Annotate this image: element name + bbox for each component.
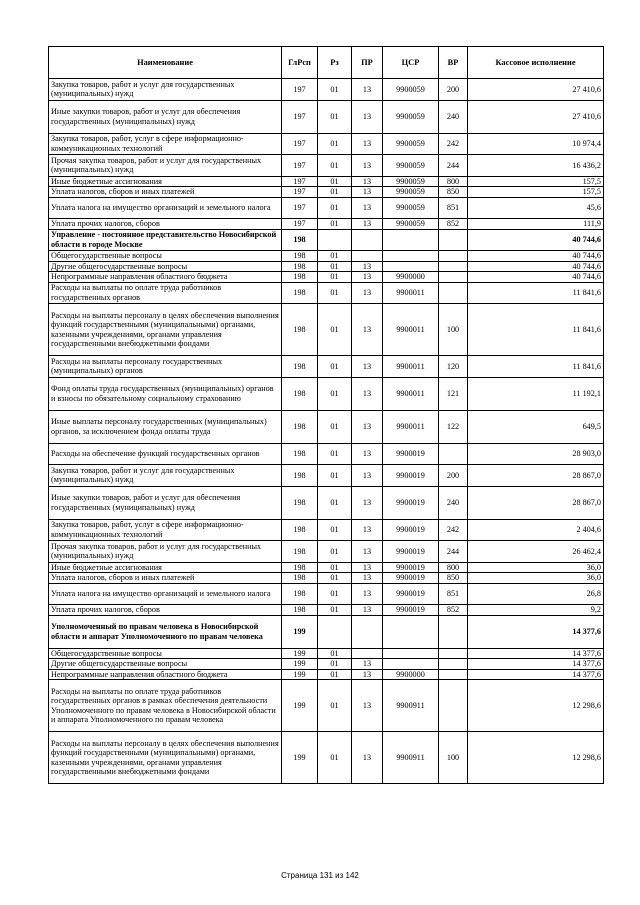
row-rz: 01 — [318, 648, 352, 659]
row-glrsp: 197 — [282, 155, 318, 177]
row-name: Иные бюджетные ассигнования — [49, 562, 282, 573]
row-sum: 157,5 — [468, 187, 604, 198]
row-vr: 240 — [439, 100, 468, 133]
row-rz: 01 — [318, 541, 352, 563]
row-csr — [383, 261, 439, 272]
table-row — [49, 219, 604, 230]
row-name: Закупка товаров, работ, услуг в сфере информационно-коммуникационных технологий — [49, 519, 282, 541]
row-rz: 01 — [318, 573, 352, 584]
row-vr: 800 — [439, 176, 468, 187]
row-glrsp: 197 — [282, 197, 318, 219]
row-name: Расходы на выплаты персоналу в целях обеспечения выполнения функций государственными (муниципальными) органами, казенными учреждениями, органами управления государственными внебюджетными фондами — [49, 304, 282, 356]
row-name: Уплата прочих налогов, сборов — [49, 605, 282, 616]
table-row — [49, 410, 604, 443]
row-name: Уполномоченный по правам человека в Новосибирской области и аппарат Уполномоченного по правам человека — [49, 615, 282, 648]
row-csr: 9900019 — [383, 465, 439, 487]
row-name: Закупка товаров, работ и услуг для государственных (муниципальных) нужд — [49, 79, 282, 101]
row-name: Расходы на выплаты персоналу государственных (муниципальных) органов — [49, 356, 282, 378]
row-glrsp: 198 — [282, 356, 318, 378]
table-row — [49, 648, 604, 659]
row-csr: 9900000 — [383, 669, 439, 680]
table-row — [49, 304, 604, 356]
row-pr: 13 — [352, 605, 383, 616]
row-csr: 9900059 — [383, 187, 439, 198]
table-row — [49, 443, 604, 465]
row-sum: 14 377,6 — [468, 615, 604, 648]
row-pr: 13 — [352, 410, 383, 443]
row-glrsp: 199 — [282, 680, 318, 732]
row-rz: 01 — [318, 197, 352, 219]
row-glrsp: 198 — [282, 486, 318, 519]
row-vr: 852 — [439, 605, 468, 616]
row-name: Закупка товаров, работ и услуг для государственных (муниципальных) нужд — [49, 465, 282, 487]
row-glrsp: 198 — [282, 562, 318, 573]
row-csr: 9900011 — [383, 410, 439, 443]
row-pr: 13 — [352, 100, 383, 133]
row-sum: 11 192,1 — [468, 377, 604, 410]
row-sum: 36,0 — [468, 562, 604, 573]
row-pr: 13 — [352, 583, 383, 605]
row-vr: 240 — [439, 486, 468, 519]
table-row — [49, 176, 604, 187]
row-vr — [439, 443, 468, 465]
row-csr — [383, 229, 439, 251]
row-csr: 9900059 — [383, 133, 439, 155]
row-rz: 01 — [318, 79, 352, 101]
row-rz: 01 — [318, 100, 352, 133]
table-row — [49, 615, 604, 648]
row-vr — [439, 680, 468, 732]
row-vr: 244 — [439, 155, 468, 177]
row-rz: 01 — [318, 282, 352, 304]
row-glrsp: 198 — [282, 519, 318, 541]
row-glrsp: 198 — [282, 229, 318, 251]
row-pr: 13 — [352, 356, 383, 378]
row-sum: 16 436,2 — [468, 155, 604, 177]
row-csr: 9900019 — [383, 541, 439, 563]
table-row — [49, 282, 604, 304]
row-vr — [439, 261, 468, 272]
row-rz: 01 — [318, 669, 352, 680]
row-name: Уплата прочих налогов, сборов — [49, 219, 282, 230]
row-name: Иные бюджетные ассигнования — [49, 176, 282, 187]
row-vr: 120 — [439, 356, 468, 378]
row-sum: 2 404,6 — [468, 519, 604, 541]
row-vr: 242 — [439, 133, 468, 155]
row-glrsp: 198 — [282, 541, 318, 563]
row-sum: 10 974,4 — [468, 133, 604, 155]
header-name: Наименование — [49, 47, 282, 79]
row-rz: 01 — [318, 605, 352, 616]
row-sum: 36,0 — [468, 573, 604, 584]
row-glrsp: 198 — [282, 573, 318, 584]
row-glrsp: 198 — [282, 465, 318, 487]
row-pr: 13 — [352, 659, 383, 670]
table-body — [49, 79, 604, 784]
row-rz — [318, 615, 352, 648]
row-rz: 01 — [318, 410, 352, 443]
row-sum: 40 744,6 — [468, 261, 604, 272]
row-sum: 40 744,6 — [468, 251, 604, 262]
row-glrsp: 198 — [282, 251, 318, 262]
row-csr: 9900059 — [383, 219, 439, 230]
table-row — [49, 356, 604, 378]
row-name: Расходы на выплаты по оплате труда работников государственных органов — [49, 282, 282, 304]
row-pr — [352, 648, 383, 659]
row-vr: 122 — [439, 410, 468, 443]
row-sum: 28 867,0 — [468, 486, 604, 519]
table-row — [49, 272, 604, 283]
table-row — [49, 261, 604, 272]
row-glrsp: 197 — [282, 219, 318, 230]
table-row — [49, 541, 604, 563]
row-csr: 9900019 — [383, 443, 439, 465]
table-row — [49, 732, 604, 784]
row-vr: 850 — [439, 573, 468, 584]
row-pr: 13 — [352, 155, 383, 177]
row-rz: 01 — [318, 519, 352, 541]
row-csr: 9900000 — [383, 272, 439, 283]
row-pr: 13 — [352, 573, 383, 584]
row-sum: 26,8 — [468, 583, 604, 605]
row-sum: 11 841,6 — [468, 304, 604, 356]
row-pr: 13 — [352, 261, 383, 272]
row-csr: 9900019 — [383, 583, 439, 605]
row-rz: 01 — [318, 251, 352, 262]
row-vr: 100 — [439, 304, 468, 356]
row-pr: 13 — [352, 562, 383, 573]
row-sum: 28 867,0 — [468, 465, 604, 487]
row-name: Другие общегосударственные вопросы — [49, 261, 282, 272]
row-rz: 01 — [318, 304, 352, 356]
row-vr: 850 — [439, 187, 468, 198]
table-row — [49, 659, 604, 670]
row-csr: 9900019 — [383, 605, 439, 616]
row-vr — [439, 251, 468, 262]
row-csr: 9900011 — [383, 282, 439, 304]
row-csr: 9900911 — [383, 680, 439, 732]
table-row — [49, 155, 604, 177]
row-rz: 01 — [318, 155, 352, 177]
row-glrsp: 197 — [282, 133, 318, 155]
row-sum: 40 744,6 — [468, 229, 604, 251]
row-rz: 01 — [318, 356, 352, 378]
row-name: Иные выплаты персоналу государственных (муниципальных) органов, за исключением фонда оплаты труда — [49, 410, 282, 443]
row-name: Уплата налогов, сборов и иных платежей — [49, 187, 282, 198]
row-name: Непрограммные направления областного бюджета — [49, 272, 282, 283]
table-row — [49, 680, 604, 732]
page-footer: Страница 131 из 142 — [281, 871, 359, 880]
header-vr: ВР — [439, 47, 468, 79]
row-vr — [439, 282, 468, 304]
row-vr: 244 — [439, 541, 468, 563]
row-rz: 01 — [318, 562, 352, 573]
row-glrsp: 199 — [282, 615, 318, 648]
row-glrsp: 198 — [282, 605, 318, 616]
row-sum: 649,5 — [468, 410, 604, 443]
row-sum: 26 462,4 — [468, 541, 604, 563]
row-pr: 13 — [352, 176, 383, 187]
row-glrsp: 199 — [282, 669, 318, 680]
row-vr: 200 — [439, 79, 468, 101]
row-rz: 01 — [318, 261, 352, 272]
row-sum: 28 903,0 — [468, 443, 604, 465]
row-sum: 14 377,6 — [468, 669, 604, 680]
table-row — [49, 573, 604, 584]
row-sum: 14 377,6 — [468, 659, 604, 670]
row-sum: 11 841,6 — [468, 282, 604, 304]
row-rz: 01 — [318, 486, 352, 519]
header-cash-execution: Кассовое исполнение — [468, 47, 604, 79]
row-vr: 242 — [439, 519, 468, 541]
row-name: Закупка товаров, работ, услуг в сфере информационно-коммуникационных технологий — [49, 133, 282, 155]
row-rz: 01 — [318, 272, 352, 283]
row-pr: 13 — [352, 465, 383, 487]
table-row — [49, 669, 604, 680]
row-vr: 851 — [439, 197, 468, 219]
row-name: Общегосударственные вопросы — [49, 251, 282, 262]
row-csr: 9900019 — [383, 573, 439, 584]
row-csr: 9900019 — [383, 486, 439, 519]
table-row — [49, 519, 604, 541]
row-glrsp: 198 — [282, 304, 318, 356]
table-row — [49, 562, 604, 573]
row-rz: 01 — [318, 583, 352, 605]
row-pr: 13 — [352, 443, 383, 465]
table-row — [49, 229, 604, 251]
row-glrsp: 198 — [282, 410, 318, 443]
header-rz: Рз — [318, 47, 352, 79]
row-vr — [439, 229, 468, 251]
row-csr — [383, 659, 439, 670]
row-glrsp: 199 — [282, 732, 318, 784]
table-row — [49, 187, 604, 198]
row-vr — [439, 272, 468, 283]
table-header-row — [49, 47, 604, 79]
row-pr: 13 — [352, 282, 383, 304]
row-rz: 01 — [318, 133, 352, 155]
row-glrsp: 198 — [282, 443, 318, 465]
row-csr — [383, 648, 439, 659]
row-pr: 13 — [352, 272, 383, 283]
row-glrsp: 198 — [282, 282, 318, 304]
row-sum: 12 298,6 — [468, 680, 604, 732]
row-name: Другие общегосударственные вопросы — [49, 659, 282, 670]
row-name: Иные закупки товаров, работ и услуг для обеспечения государственных (муниципальных) нужд — [49, 486, 282, 519]
row-rz: 01 — [318, 680, 352, 732]
row-csr: 9900011 — [383, 304, 439, 356]
row-pr: 13 — [352, 541, 383, 563]
row-csr — [383, 615, 439, 648]
row-rz: 01 — [318, 176, 352, 187]
row-name: Иные закупки товаров, работ и услуг для обеспечения государственных (муниципальных) нужд — [49, 100, 282, 133]
row-rz: 01 — [318, 377, 352, 410]
row-sum: 45,6 — [468, 197, 604, 219]
table-row — [49, 605, 604, 616]
budget-table — [48, 46, 604, 784]
row-pr — [352, 251, 383, 262]
row-name: Управление - постоянное представительство Новосибирской области в городе Москве — [49, 229, 282, 251]
header-glrsp: ГлРсп — [282, 47, 318, 79]
row-pr: 13 — [352, 680, 383, 732]
row-glrsp: 199 — [282, 648, 318, 659]
row-vr: 121 — [439, 377, 468, 410]
table-row — [49, 79, 604, 101]
row-glrsp: 199 — [282, 659, 318, 670]
header-csr: ЦСР — [383, 47, 439, 79]
row-name: Расходы на выплаты по оплате труда работников государственных органов в рамках обеспечения деятельности Уполномоченного по правам человека в Новосибирской области и аппарата Уполномоченного по правам человека — [49, 680, 282, 732]
row-glrsp: 197 — [282, 187, 318, 198]
row-vr — [439, 669, 468, 680]
row-pr: 13 — [352, 377, 383, 410]
row-rz: 01 — [318, 465, 352, 487]
row-name: Прочая закупка товаров, работ и услуг для государственных (муниципальных) нужд — [49, 541, 282, 563]
row-rz: 01 — [318, 443, 352, 465]
row-rz: 01 — [318, 732, 352, 784]
row-vr: 800 — [439, 562, 468, 573]
table-row — [49, 197, 604, 219]
row-sum: 27 410,6 — [468, 100, 604, 133]
row-vr — [439, 615, 468, 648]
row-csr: 9900059 — [383, 176, 439, 187]
row-name: Фонд оплаты труда государственных (муниципальных) органов и взносы по обязательному социальному страхованию — [49, 377, 282, 410]
row-sum: 27 410,6 — [468, 79, 604, 101]
row-sum: 111,9 — [468, 219, 604, 230]
row-vr — [439, 659, 468, 670]
row-sum: 9,2 — [468, 605, 604, 616]
header-pr: ПР — [352, 47, 383, 79]
row-name: Непрограммные направления областного бюджета — [49, 669, 282, 680]
row-glrsp: 197 — [282, 79, 318, 101]
row-csr: 9900019 — [383, 562, 439, 573]
row-csr: 9900911 — [383, 732, 439, 784]
row-sum: 11 841,6 — [468, 356, 604, 378]
row-csr: 9900059 — [383, 155, 439, 177]
row-glrsp: 198 — [282, 583, 318, 605]
row-vr: 851 — [439, 583, 468, 605]
row-glrsp: 198 — [282, 377, 318, 410]
row-pr — [352, 615, 383, 648]
row-sum: 12 298,6 — [468, 732, 604, 784]
row-pr: 13 — [352, 486, 383, 519]
row-csr: 9900011 — [383, 377, 439, 410]
row-rz — [318, 229, 352, 251]
row-csr: 9900019 — [383, 519, 439, 541]
row-pr: 13 — [352, 187, 383, 198]
row-pr: 13 — [352, 519, 383, 541]
row-pr: 13 — [352, 219, 383, 230]
row-glrsp: 197 — [282, 176, 318, 187]
table-row — [49, 583, 604, 605]
row-name: Прочая закупка товаров, работ и услуг для государственных (муниципальных) нужд — [49, 155, 282, 177]
table-row — [49, 133, 604, 155]
table-row — [49, 486, 604, 519]
row-name: Расходы на обеспечение функций государственных органов — [49, 443, 282, 465]
row-sum: 14 377,6 — [468, 648, 604, 659]
budget-table-sheet — [48, 46, 603, 784]
row-name: Расходы на выплаты персоналу в целях обеспечения выполнения функций государственными (муниципальными) органами, казенными учреждениями, органами управления государственными внебюджетными фондами — [49, 732, 282, 784]
row-sum: 157,5 — [468, 176, 604, 187]
row-csr: 9900011 — [383, 356, 439, 378]
row-glrsp: 198 — [282, 261, 318, 272]
row-pr: 13 — [352, 732, 383, 784]
row-pr: 13 — [352, 133, 383, 155]
row-pr — [352, 229, 383, 251]
row-sum: 40 744,6 — [468, 272, 604, 283]
row-pr: 13 — [352, 197, 383, 219]
row-rz: 01 — [318, 219, 352, 230]
table-row — [49, 465, 604, 487]
row-vr — [439, 648, 468, 659]
table-row — [49, 377, 604, 410]
row-vr: 200 — [439, 465, 468, 487]
row-pr: 13 — [352, 304, 383, 356]
row-glrsp: 198 — [282, 272, 318, 283]
table-row — [49, 251, 604, 262]
row-name: Общегосударственные вопросы — [49, 648, 282, 659]
row-vr: 852 — [439, 219, 468, 230]
row-csr — [383, 251, 439, 262]
row-rz: 01 — [318, 187, 352, 198]
row-name: Уплата налогов, сборов и иных платежей — [49, 573, 282, 584]
row-csr: 9900059 — [383, 79, 439, 101]
row-csr: 9900059 — [383, 197, 439, 219]
row-vr: 100 — [439, 732, 468, 784]
row-name: Уплата налога на имущество организаций и земельного налога — [49, 197, 282, 219]
row-pr: 13 — [352, 669, 383, 680]
row-csr: 9900059 — [383, 100, 439, 133]
row-pr: 13 — [352, 79, 383, 101]
row-glrsp: 197 — [282, 100, 318, 133]
row-name: Уплата налога на имущество организаций и земельного налога — [49, 583, 282, 605]
table-row — [49, 100, 604, 133]
row-rz: 01 — [318, 659, 352, 670]
